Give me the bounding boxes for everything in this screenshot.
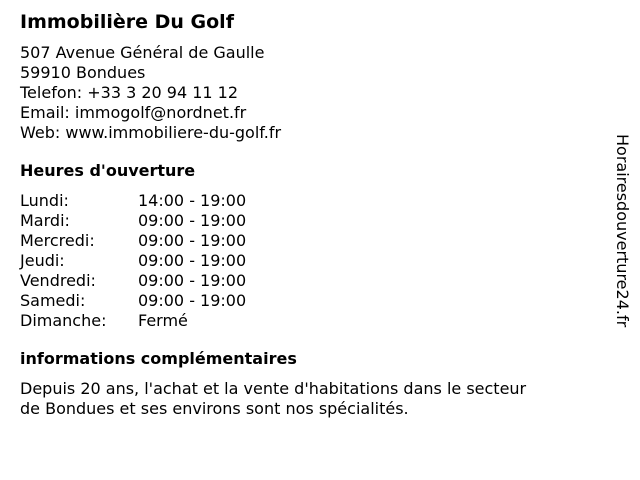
hours-row-wednesday <box>20 231 600 251</box>
hours-day: Samedi: <box>20 291 86 310</box>
business-name: Immobilière Du Golf <box>20 11 234 33</box>
hours-row-friday <box>20 271 600 291</box>
phone-number[interactable]: Telefon: +33 3 20 94 11 12 <box>20 83 239 102</box>
hours-day: Lundi: <box>20 191 69 210</box>
opening-hours-heading: Heures d'ouverture <box>20 161 196 180</box>
hours-row-sunday <box>20 311 600 331</box>
hours-time: 14:00 - 19:00 <box>138 191 247 210</box>
hours-row-monday <box>20 191 600 211</box>
opening-hours-list <box>20 191 600 331</box>
hours-day: Dimanche: <box>20 311 107 330</box>
hours-time: 09:00 - 19:00 <box>138 211 247 230</box>
site-watermark-label: Horairesdouverture24.fr <box>613 134 632 328</box>
hours-day: Vendredi: <box>20 271 96 290</box>
hours-day: Jeudi: <box>20 251 65 270</box>
hours-row-tuesday <box>20 211 600 231</box>
business-card <box>20 9 600 419</box>
email-address[interactable]: Email: immogolf@nordnet.fr <box>20 103 247 122</box>
website-link[interactable]: Web: www.immobiliere-du-golf.fr <box>20 123 282 142</box>
hours-day: Mardi: <box>20 211 70 230</box>
hours-time: 09:00 - 19:00 <box>138 271 247 290</box>
address-city: 59910 Bondues <box>20 63 146 82</box>
hours-time: 09:00 - 19:00 <box>138 231 247 250</box>
hours-day: Mercredi: <box>20 231 95 250</box>
hours-time: 09:00 - 19:00 <box>138 251 247 270</box>
hours-time: 09:00 - 19:00 <box>138 291 247 310</box>
hours-row-thursday <box>20 251 600 271</box>
address-street: 507 Avenue Général de Gaulle <box>20 43 265 62</box>
additional-info-heading: informations complémentaires <box>20 349 297 368</box>
hours-row-saturday <box>20 291 600 311</box>
additional-info-text: Depuis 20 ans, l'achat et la vente d'habitations dans le secteur de Bondues et ses environs sont nos spécialités. <box>20 379 527 418</box>
hours-time: Fermé <box>138 311 188 330</box>
